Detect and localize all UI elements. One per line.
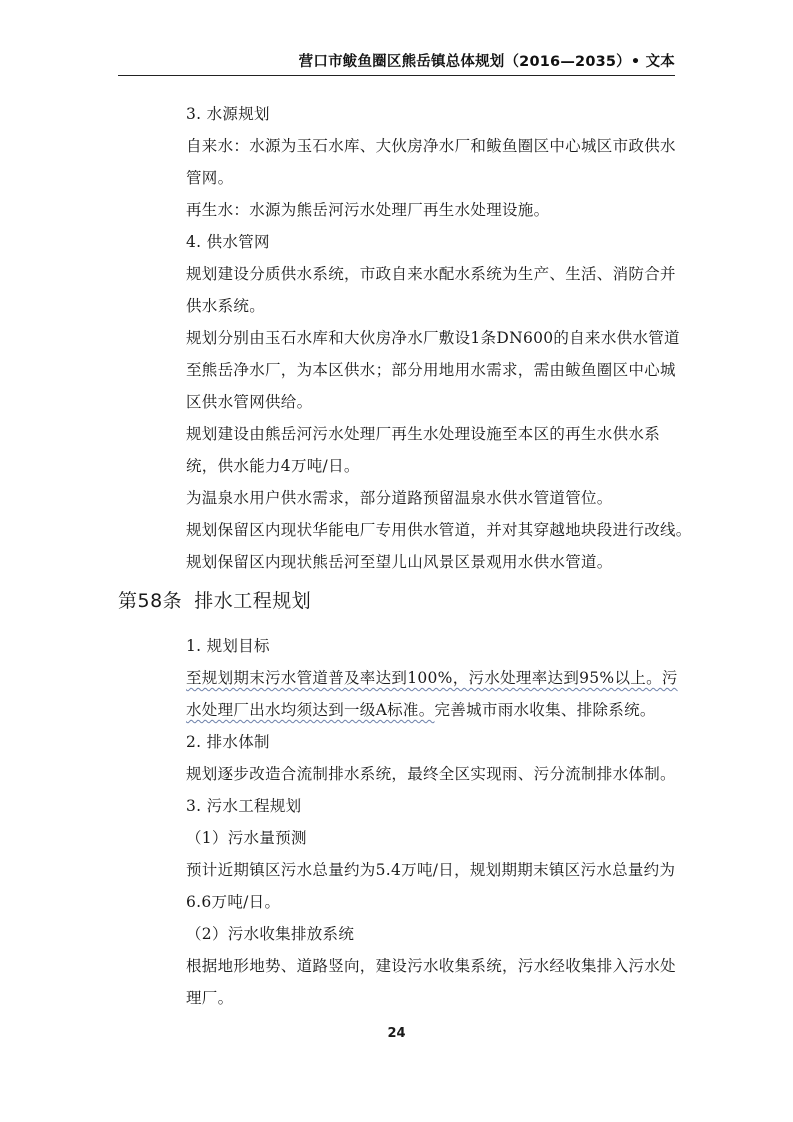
subheading-sewage-collection: （2）污水收集排放系统 xyxy=(186,925,355,943)
paragraph-goals-line1 xyxy=(186,662,686,694)
page-number: 24 xyxy=(387,1026,406,1041)
text-goals-line2-rest: 完善城市雨水收集、排除系统。 xyxy=(434,701,656,719)
article-heading xyxy=(118,586,311,613)
paragraph-sewage-collection-line2: 理厂。 xyxy=(186,989,234,1007)
section-heading-sewage: 3. 污水工程规划 xyxy=(186,797,302,815)
paragraph-supply-p2-line2: 至熊岳净水厂，为本区供水；部分用地用水需求，需由鲅鱼圈区中心城 xyxy=(186,361,676,379)
paragraph-supply-p1-line1: 规划建设分质供水系统，市政自来水配水系统为生产、生活、消防合并 xyxy=(186,265,676,283)
paragraph-supply-p5: 规划保留区内现状华能电厂专用供水管道，并对其穿越地块段进行改线。 xyxy=(186,521,692,539)
paragraph-drainage-system: 规划逐步改造合流制排水系统，最终全区实现雨、污分流制排水体制。 xyxy=(186,765,676,783)
paragraph-reclaimed-water: 再生水：水源为熊岳河污水处理厂再生水处理设施。 xyxy=(186,201,550,219)
section-heading-drainage-system: 2. 排水体制 xyxy=(186,733,270,751)
body-section-water-supply xyxy=(186,98,692,578)
section-heading-water-source: 3. 水源规划 xyxy=(186,105,270,123)
marked-text-goals-line1: 至规划期末污水管道普及率达到100%，污水处理率达到95%以上。污 xyxy=(186,669,678,687)
subheading-sewage-forecast: （1）污水量预测 xyxy=(186,829,307,847)
paragraph-tap-water-line2: 管网。 xyxy=(186,169,234,187)
paragraph-supply-p3-line1: 规划建设由熊岳河污水处理厂再生水处理设施至本区的再生水供水系 xyxy=(186,425,661,443)
paragraph-tap-water-line1: 自来水：水源为玉石水库、大伙房净水厂和鲅鱼圈区中心城区市政供水 xyxy=(186,137,676,155)
paragraph-supply-p4: 为温泉水用户供水需求，部分道路预留温泉水供水管道管位。 xyxy=(186,489,613,507)
article-title: 排水工程规划 xyxy=(194,590,312,612)
paragraph-supply-p1-line2: 供水系统。 xyxy=(186,297,266,315)
paragraph-supply-p2-line1: 规划分别由玉石水库和大伙房净水厂敷设1条DN600的自来水供水管道 xyxy=(186,329,680,347)
paragraph-supply-p2-line3: 区供水管网供给。 xyxy=(186,393,313,411)
paragraph-supply-p6: 规划保留区内现状熊岳河至望儿山风景区景观用水供水管道。 xyxy=(186,553,613,571)
article-number: 第58条 xyxy=(118,590,183,612)
paragraph-sewage-forecast-line2: 6.6万吨/日。 xyxy=(186,893,281,911)
header-divider xyxy=(118,75,675,76)
paragraph-sewage-forecast-line1: 预计近期镇区污水总量约为5.4万吨/日，规划期期末镇区污水总量约为 xyxy=(186,861,676,879)
marked-text-goals-line2: 水处理厂出水均须达到一级A标准。 xyxy=(186,701,435,719)
paragraph-goals-line2 xyxy=(186,694,686,726)
body-section-drainage xyxy=(186,630,686,1014)
paragraph-sewage-collection-line1: 根据地形地势、道路竖向，建设污水收集系统，污水经收集排入污水处 xyxy=(186,957,676,975)
section-heading-supply-network: 4. 供水管网 xyxy=(186,233,270,251)
section-heading-goals: 1. 规划目标 xyxy=(186,637,270,655)
page-header-title: 营口市鲅鱼圈区熊岳镇总体规划（2016—2035）• 文本 xyxy=(298,54,675,70)
paragraph-supply-p3-line2: 统，供水能力4万吨/日。 xyxy=(186,457,360,475)
